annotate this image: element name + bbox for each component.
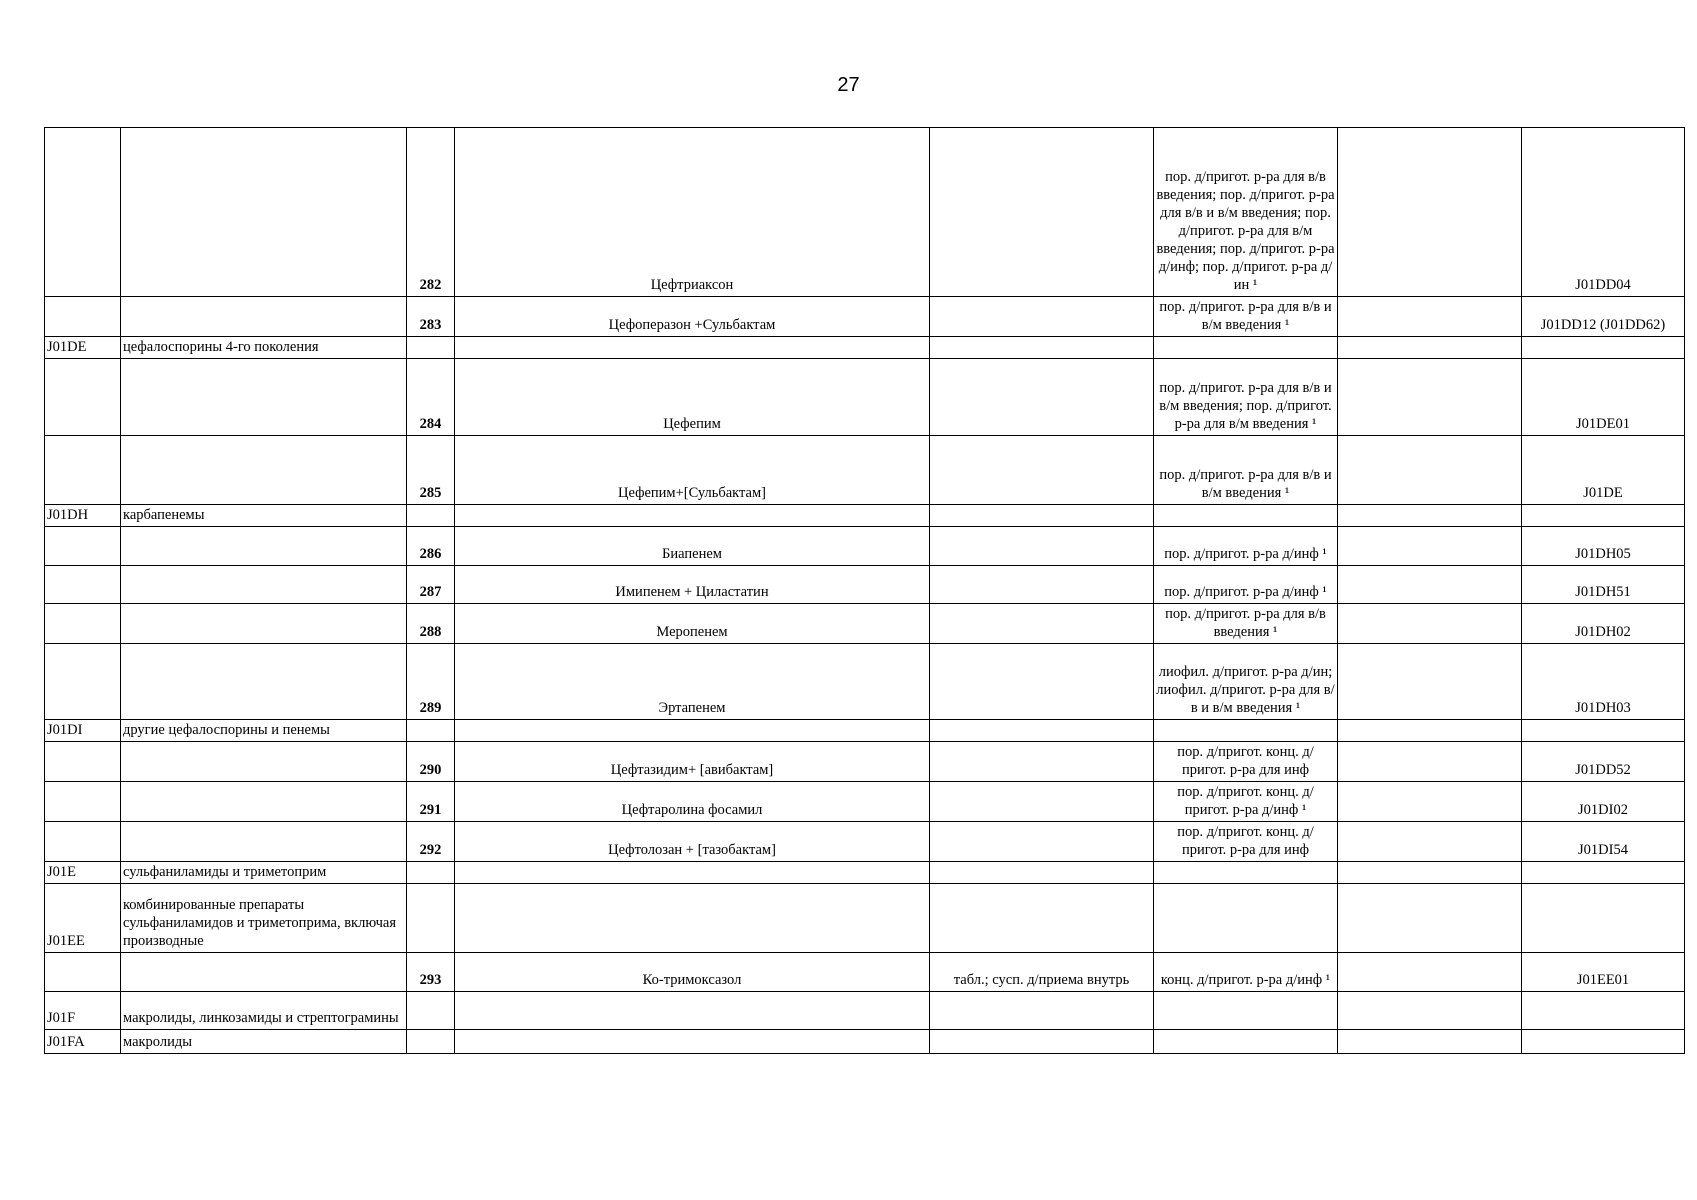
group-row	[45, 862, 1685, 884]
table-row	[45, 436, 1685, 505]
dosage-form	[1154, 884, 1338, 953]
atc-code	[1522, 505, 1685, 527]
atc-group-name: макролиды, линкозамиды и стрептограмины	[121, 992, 407, 1030]
dosage-form	[1154, 1030, 1338, 1054]
dosage-form	[1154, 505, 1338, 527]
release-form	[930, 822, 1154, 862]
dosage-form: лиофил. д/пригот. р-ра д/ин; лиофил. д/пригот. р-ра для в/в и в/м введения ¹	[1154, 644, 1338, 720]
atc-group-code	[45, 822, 121, 862]
group-row	[45, 992, 1685, 1030]
table-row	[45, 782, 1685, 822]
dosage-form: пор. д/пригот. р-ра для в/в и в/м введения; пор. д/пригот. р-ра для в/м введения ¹	[1154, 359, 1338, 436]
release-form	[930, 644, 1154, 720]
atc-code: J01DD04	[1522, 128, 1685, 297]
empty-cell	[1338, 566, 1522, 604]
atc-code: J01DH02	[1522, 604, 1685, 644]
atc-group-name	[121, 644, 407, 720]
empty-cell	[1338, 297, 1522, 337]
row-number	[407, 337, 455, 359]
atc-group-name	[121, 953, 407, 992]
dosage-form	[1154, 337, 1338, 359]
empty-cell	[1338, 359, 1522, 436]
atc-group-name: карбапенемы	[121, 505, 407, 527]
group-row	[45, 720, 1685, 742]
table-row	[45, 359, 1685, 436]
drug-table	[44, 127, 1685, 1054]
row-number: 289	[407, 644, 455, 720]
row-number	[407, 1030, 455, 1054]
atc-group-name	[121, 604, 407, 644]
row-number	[407, 862, 455, 884]
atc-group-code	[45, 644, 121, 720]
drug-name: Биапенем	[455, 527, 930, 566]
row-number	[407, 505, 455, 527]
release-form	[930, 884, 1154, 953]
empty-cell	[1338, 505, 1522, 527]
empty-cell	[1338, 953, 1522, 992]
atc-code: J01DE01	[1522, 359, 1685, 436]
dosage-form: пор. д/пригот. конц. д/пригот. р-ра для инф	[1154, 742, 1338, 782]
atc-group-code	[45, 742, 121, 782]
release-form	[930, 337, 1154, 359]
atc-group-code: J01E	[45, 862, 121, 884]
row-number: 285	[407, 436, 455, 505]
atc-code	[1522, 720, 1685, 742]
drug-name: Цефтазидим+ [авибактам]	[455, 742, 930, 782]
table-row	[45, 604, 1685, 644]
atc-group-code	[45, 436, 121, 505]
drug-name	[455, 505, 930, 527]
atc-code	[1522, 992, 1685, 1030]
atc-group-code	[45, 782, 121, 822]
empty-cell	[1338, 822, 1522, 862]
table-row	[45, 566, 1685, 604]
atc-group-name	[121, 436, 407, 505]
dosage-form: пор. д/пригот. р-ра для в/в и в/м введения ¹	[1154, 297, 1338, 337]
empty-cell	[1338, 644, 1522, 720]
atc-group-name: цефалоспорины 4-го поколения	[121, 337, 407, 359]
row-number: 287	[407, 566, 455, 604]
atc-code: J01EE01	[1522, 953, 1685, 992]
dosage-form: пор. д/пригот. р-ра для в/в введения; пор. д/пригот. р-ра для в/в и в/м введения; пор. д/пригот. р-ра для в/м введения; пор. д/пригот. р-ра д/инф; пор. д/пригот. р-ра д/ин ¹	[1154, 128, 1338, 297]
drug-name	[455, 884, 930, 953]
row-number: 286	[407, 527, 455, 566]
row-number: 282	[407, 128, 455, 297]
row-number	[407, 992, 455, 1030]
drug-name: Цефтаролина фосамил	[455, 782, 930, 822]
empty-cell	[1338, 720, 1522, 742]
atc-group-name: макролиды	[121, 1030, 407, 1054]
empty-cell	[1338, 128, 1522, 297]
row-number: 291	[407, 782, 455, 822]
atc-code: J01DH03	[1522, 644, 1685, 720]
row-number: 293	[407, 953, 455, 992]
release-form	[930, 720, 1154, 742]
dosage-form	[1154, 992, 1338, 1030]
empty-cell	[1338, 782, 1522, 822]
drug-name: Ко-тримоксазол	[455, 953, 930, 992]
group-row	[45, 884, 1685, 953]
atc-group-code: J01F	[45, 992, 121, 1030]
atc-code: J01DI54	[1522, 822, 1685, 862]
release-form	[930, 782, 1154, 822]
atc-group-name	[121, 782, 407, 822]
atc-group-name	[121, 527, 407, 566]
drug-name: Цефоперазон +Сульбактам	[455, 297, 930, 337]
atc-group-code: J01FA	[45, 1030, 121, 1054]
atc-code: J01DH51	[1522, 566, 1685, 604]
atc-code: J01DE	[1522, 436, 1685, 505]
atc-code: J01DH05	[1522, 527, 1685, 566]
atc-code	[1522, 1030, 1685, 1054]
row-number	[407, 884, 455, 953]
table-row	[45, 953, 1685, 992]
atc-group-name	[121, 297, 407, 337]
release-form	[930, 566, 1154, 604]
atc-group-code	[45, 953, 121, 992]
drug-name	[455, 337, 930, 359]
row-number: 292	[407, 822, 455, 862]
atc-code	[1522, 884, 1685, 953]
atc-group-name	[121, 822, 407, 862]
drug-name: Имипенем + Циластатин	[455, 566, 930, 604]
release-form	[930, 604, 1154, 644]
dosage-form: пор. д/пригот. р-ра д/инф ¹	[1154, 566, 1338, 604]
release-form: табл.; сусп. д/приема внутрь	[930, 953, 1154, 992]
drug-name: Меропенем	[455, 604, 930, 644]
release-form	[930, 992, 1154, 1030]
atc-group-code: J01DE	[45, 337, 121, 359]
page-number: 27	[837, 74, 860, 96]
empty-cell	[1338, 604, 1522, 644]
empty-cell	[1338, 992, 1522, 1030]
atc-code	[1522, 337, 1685, 359]
release-form	[930, 359, 1154, 436]
drug-name	[455, 1030, 930, 1054]
release-form	[930, 527, 1154, 566]
atc-group-code: J01EE	[45, 884, 121, 953]
drug-name: Цефепим+[Сульбактам]	[455, 436, 930, 505]
drug-name	[455, 862, 930, 884]
atc-group-name	[121, 359, 407, 436]
atc-group-name: комбинированные препараты сульфаниламидов и триметоприма, включая производные	[121, 884, 407, 953]
dosage-form	[1154, 720, 1338, 742]
table-row	[45, 822, 1685, 862]
row-number: 284	[407, 359, 455, 436]
atc-group-code: J01DI	[45, 720, 121, 742]
empty-cell	[1338, 436, 1522, 505]
table-row	[45, 297, 1685, 337]
row-number: 290	[407, 742, 455, 782]
atc-code	[1522, 862, 1685, 884]
dosage-form: пор. д/пригот. конц. д/пригот. р-ра д/инф ¹	[1154, 782, 1338, 822]
drug-name: Цефепим	[455, 359, 930, 436]
drug-name: Эртапенем	[455, 644, 930, 720]
atc-group-code	[45, 297, 121, 337]
empty-cell	[1338, 862, 1522, 884]
drug-name	[455, 992, 930, 1030]
dosage-form: пор. д/пригот. р-ра для в/в и в/м введения ¹	[1154, 436, 1338, 505]
row-number: 283	[407, 297, 455, 337]
atc-group-code	[45, 359, 121, 436]
group-row	[45, 337, 1685, 359]
dosage-form: пор. д/пригот. р-ра д/инф ¹	[1154, 527, 1338, 566]
atc-group-code	[45, 566, 121, 604]
dosage-form	[1154, 862, 1338, 884]
row-number: 288	[407, 604, 455, 644]
atc-code: J01DI02	[1522, 782, 1685, 822]
release-form	[930, 742, 1154, 782]
atc-group-name: другие цефалоспорины и пенемы	[121, 720, 407, 742]
empty-cell	[1338, 337, 1522, 359]
atc-group-name	[121, 128, 407, 297]
table-row	[45, 742, 1685, 782]
dosage-form: пор. д/пригот. конц. д/пригот. р-ра для инф	[1154, 822, 1338, 862]
release-form	[930, 505, 1154, 527]
empty-cell	[1338, 527, 1522, 566]
atc-group-code: J01DH	[45, 505, 121, 527]
table-row	[45, 527, 1685, 566]
row-number	[407, 720, 455, 742]
atc-group-name	[121, 742, 407, 782]
empty-cell	[1338, 1030, 1522, 1054]
release-form	[930, 1030, 1154, 1054]
empty-cell	[1338, 884, 1522, 953]
empty-cell	[1338, 742, 1522, 782]
table-row	[45, 128, 1685, 297]
atc-group-code	[45, 527, 121, 566]
release-form	[930, 862, 1154, 884]
dosage-form: пор. д/пригот. р-ра для в/в введения ¹	[1154, 604, 1338, 644]
release-form	[930, 436, 1154, 505]
atc-code: J01DD52	[1522, 742, 1685, 782]
drug-name: Цефтолозан + [тазобактам]	[455, 822, 930, 862]
atc-code: J01DD12 (J01DD62)	[1522, 297, 1685, 337]
atc-group-code	[45, 128, 121, 297]
table-row	[45, 644, 1685, 720]
atc-group-code	[45, 604, 121, 644]
drug-name	[455, 720, 930, 742]
release-form	[930, 128, 1154, 297]
atc-group-name	[121, 566, 407, 604]
atc-group-name: сульфаниламиды и триметоприм	[121, 862, 407, 884]
release-form	[930, 297, 1154, 337]
drug-name: Цефтриаксон	[455, 128, 930, 297]
group-row	[45, 505, 1685, 527]
group-row	[45, 1030, 1685, 1054]
dosage-form: конц. д/пригот. р-ра д/инф ¹	[1154, 953, 1338, 992]
